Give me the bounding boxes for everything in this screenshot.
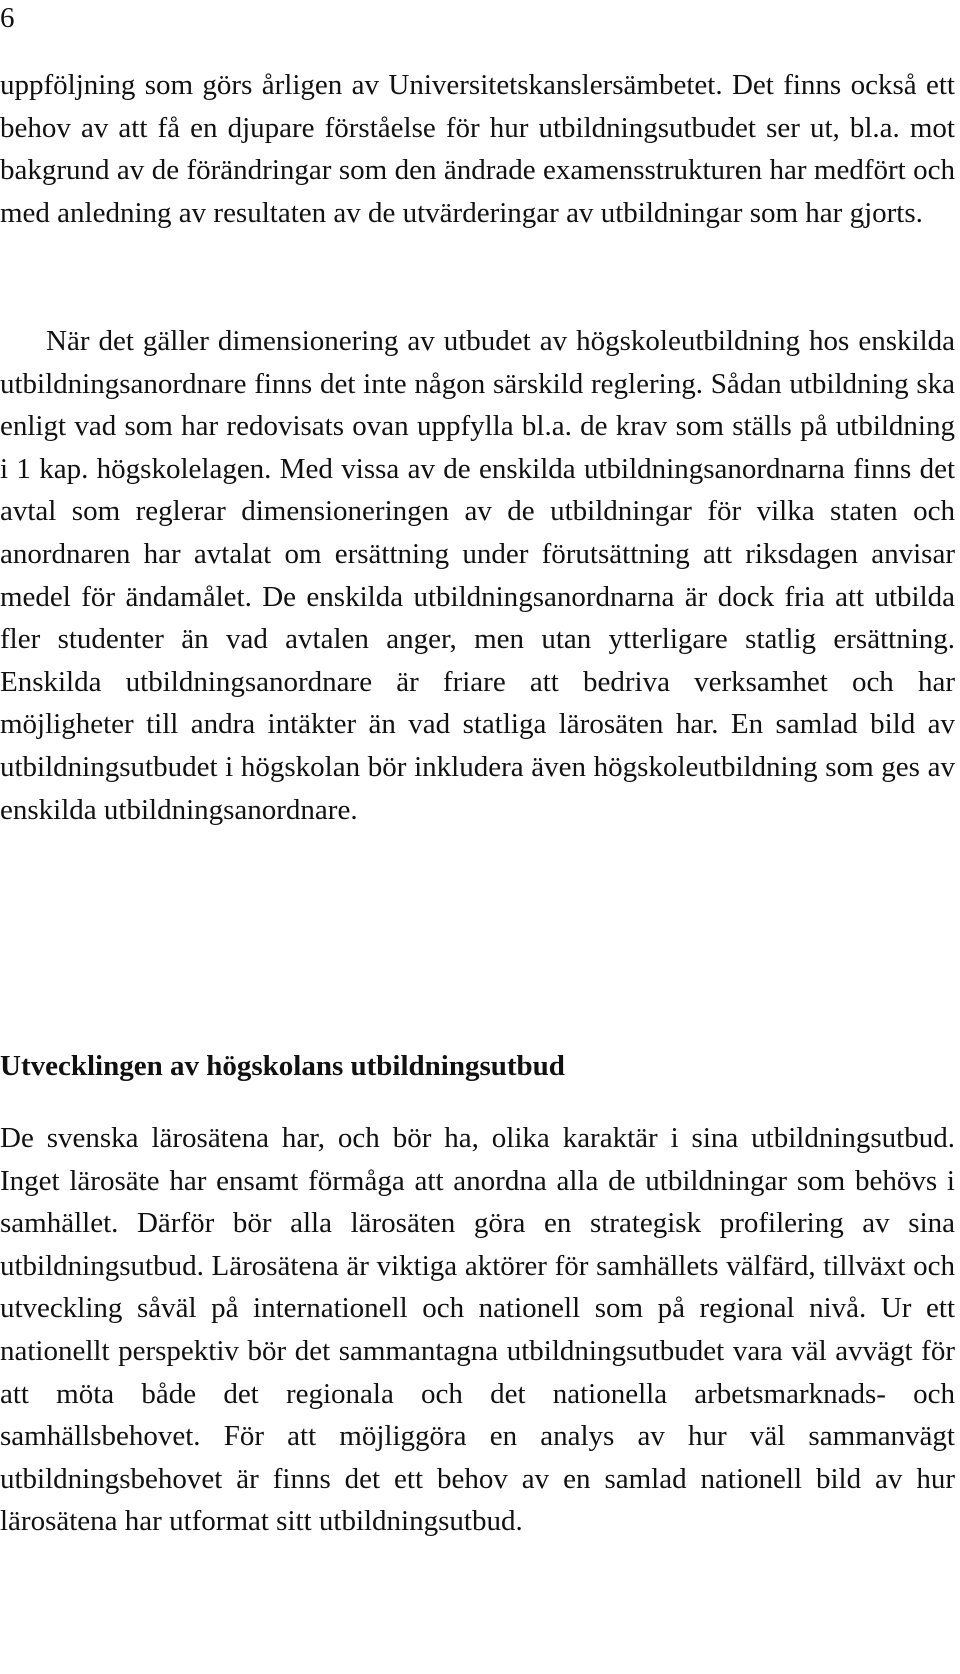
- body-paragraph-2: [0, 320, 955, 831]
- paragraph-text: De svenska lärosätena har, och bör ha, olika karaktär i sina utbildningsutbud. Inget lärosäte har ensamt förmåga att anordna alla de utbildningar som behövs i samhället. Därför bör alla lärosäten göra en strategisk profilering av sina utbildningsutbud. Lärosätena är viktiga aktörer för samhällets välfärd, tillväxt och utveckling såväl på internationell och nationell som på regional nivå. Ur ett nationellt perspektiv bör det sammantagna utbildningsutbudet vara väl avvägt för att möta både det regionala och det nationella arbetsmarknads- och samhällsbehovet. För att möjliggöra en analys av hur väl sammanvägt utbildningsbehovet är finns det ett behov av en samlad nationell bild av hur lärosätena har utformat sitt utbildningsutbud.: [0, 1122, 955, 1538]
- page-number: 6: [0, 2, 15, 34]
- paragraph-text: När det gäller dimensionering av utbudet av högskoleutbildning hos enskilda utbildningsanordnare finns det inte någon särskild reglering. Sådan utbildning ska enligt vad som har redovisats ovan uppfylla bl.a. de krav som ställs på utbildning i 1 kap. högskolelagen. Med vissa av de enskilda utbildningsanordnarna finns det avtal som reglerar dimensioneringen av de utbildningar för vilka staten och anordnaren har avtalat om ersättning under förutsättning att riksdagen anvisar medel för ändamålet. De enskilda utbildningsanordnarna är dock fria att utbilda fler studenter än vad avtalen anger, men utan ytterligare statlig ersättning. Enskilda utbildningsanordnare är friare att bedriva verksamhet och har möjligheter till andra intäkter än vad statliga lärosäten har. En samlad bild av utbildningsutbudet i högskolan bör inkludera även högskoleutbildning som ges av enskilda utbildningsanordnare.: [0, 325, 955, 826]
- paragraph-text: uppföljning som görs årligen av Universitetskanslersämbetet. Det finns också ett behov av att få en djupare förståelse för hur utbildningsutbudet ser ut, bl.a. mot bakgrund av de förändringar som den ändrade examensstrukturen har medfört och med anledning av resultaten av de utvärderingar av utbildningar som har gjorts.: [0, 69, 955, 229]
- body-paragraph-1: [0, 64, 955, 234]
- section-heading: Utvecklingen av högskolans utbildningsutbud: [0, 1050, 565, 1082]
- body-paragraph-3: [0, 1117, 955, 1543]
